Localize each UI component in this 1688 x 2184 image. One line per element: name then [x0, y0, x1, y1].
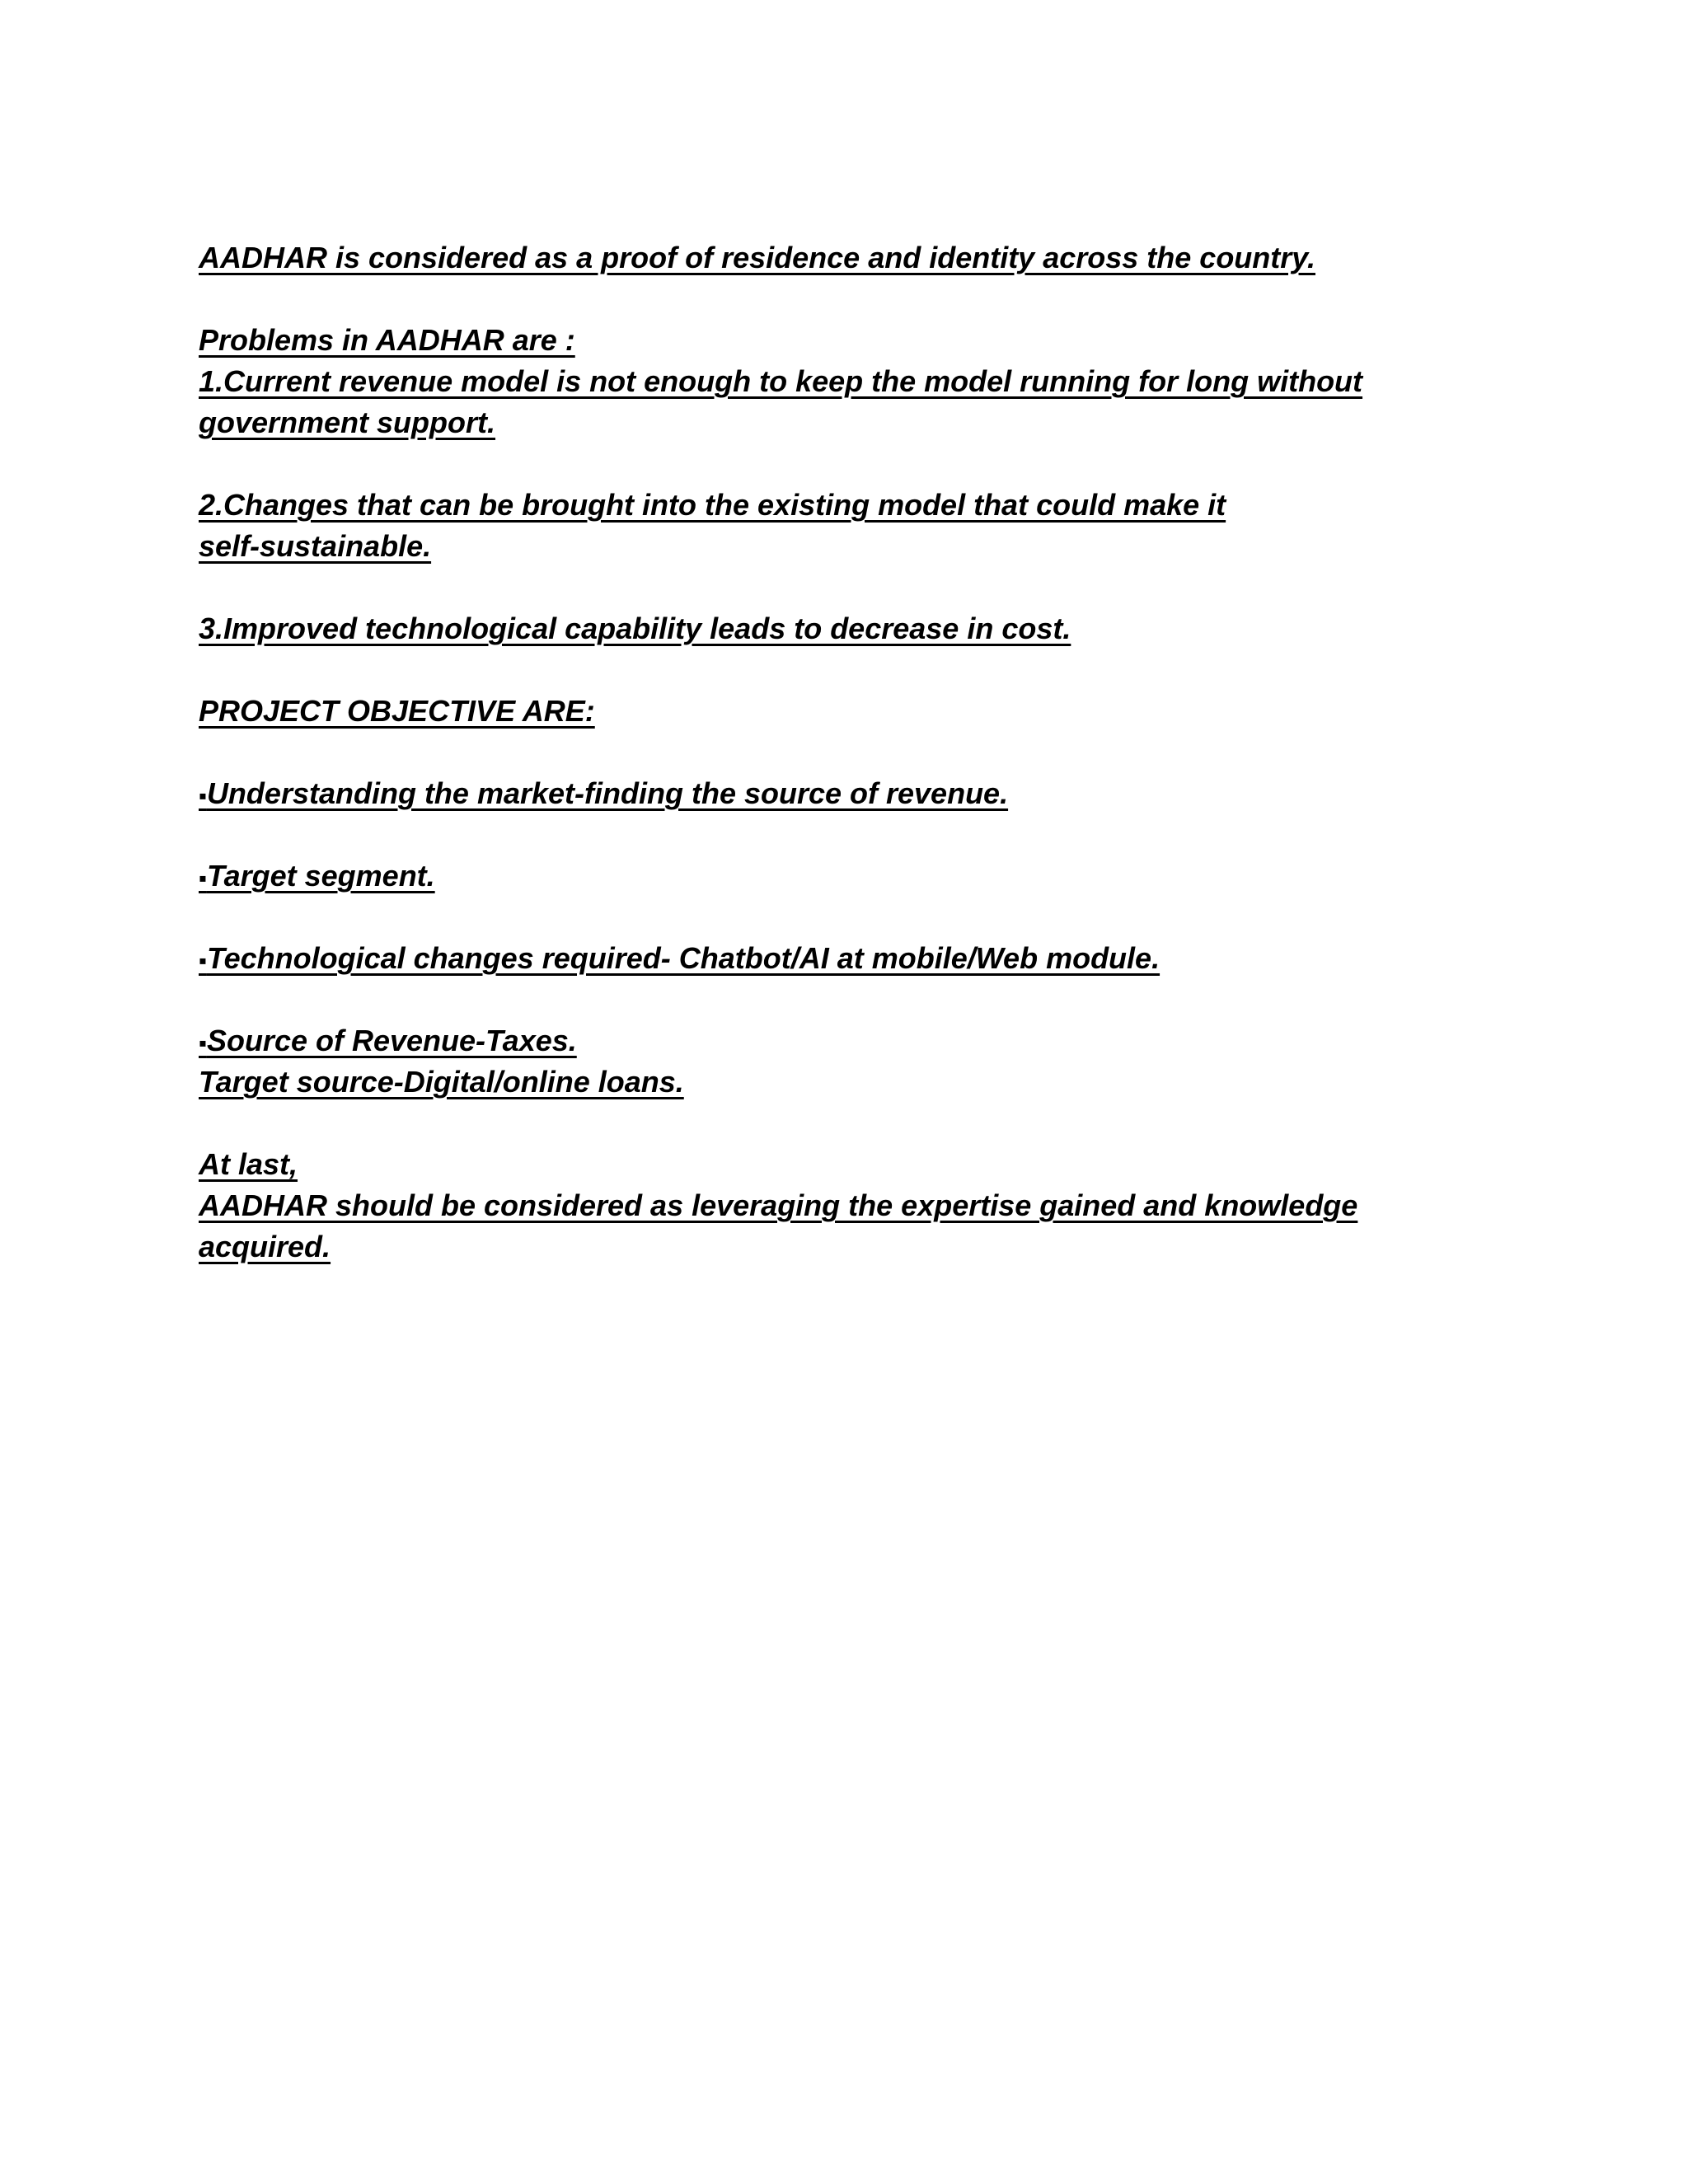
conclusion-line-1: AADHAR should be considered as leveraging the expertise gained and knowledge [199, 1188, 1358, 1222]
bullet-icon: ▪ [199, 948, 207, 973]
spacer [199, 279, 1484, 320]
objective-item-1 [199, 773, 1484, 814]
spacer [199, 814, 1484, 855]
objective-item-4-sub: Target source-Digital/online loans. [199, 1065, 684, 1099]
bullet-icon: ▪ [199, 865, 207, 891]
objective-item-4-text: Source of Revenue-Taxes. [206, 1024, 577, 1057]
problem-1-line-2: government support. [199, 405, 496, 439]
spacer [199, 732, 1484, 773]
bullet-icon: ▪ [199, 783, 207, 808]
spacer [199, 443, 1484, 485]
objective-heading: PROJECT OBJECTIVE ARE: [199, 694, 595, 728]
objective-item-1-text: Understanding the market-finding the source of revenue. [206, 776, 1009, 810]
spacer [199, 649, 1484, 691]
objective-item-3-text: Technological changes required- Chatbot/AI at mobile/Web module. [206, 941, 1160, 975]
conclusion-heading: At last, [199, 1147, 298, 1181]
problem-1-line-1: 1.Current revenue model is not enough to keep the model running for long without [199, 364, 1363, 398]
conclusion-line-2: acquired. [199, 1230, 331, 1263]
objective-item-3 [199, 938, 1484, 979]
objective-item-4 [199, 1020, 1484, 1062]
problem-2-line-1: 2.Changes that can be brought into the existing model that could make it [199, 488, 1226, 522]
objective-item-2-text: Target segment. [206, 859, 435, 893]
document-body [199, 237, 1484, 1268]
intro-paragraph: AADHAR is considered as a proof of residence and identity across the country. [199, 241, 1315, 274]
spacer [199, 1103, 1484, 1144]
problem-3: 3.Improved technological capability leads to decrease in cost. [199, 612, 1071, 645]
spacer [199, 897, 1484, 938]
objective-item-2 [199, 855, 1484, 897]
spacer [199, 567, 1484, 608]
problem-2-line-2: self-sustainable. [199, 529, 432, 563]
spacer [199, 979, 1484, 1020]
bullet-icon: ▪ [199, 1030, 207, 1056]
problems-heading: Problems in AADHAR are : [199, 323, 575, 357]
